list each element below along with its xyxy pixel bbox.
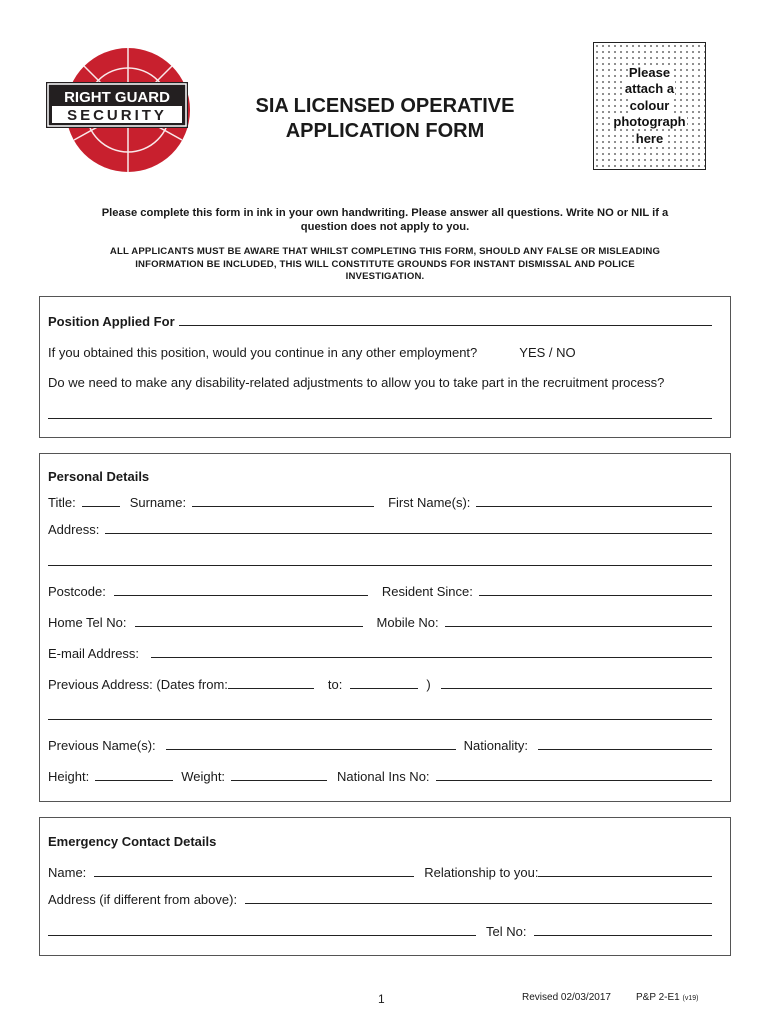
address-line2-row <box>48 554 712 566</box>
previous-names-field[interactable] <box>166 738 456 750</box>
close-paren: ) <box>426 677 431 692</box>
emergency-tel-label: Tel No: <box>486 924 527 939</box>
first-names-label: First Name(s): <box>388 495 471 510</box>
emergency-contact-section <box>39 817 731 956</box>
form-title-line1: SIA LICENSED OPERATIVE <box>255 95 515 117</box>
nationality-field[interactable] <box>538 738 712 750</box>
photo-instruction <box>612 65 686 148</box>
personal-details-heading: Personal Details <box>48 469 150 484</box>
resident-since-label: Resident Since: <box>381 584 473 599</box>
disability-row <box>48 375 724 391</box>
document-code-text: P&P 2-E1 <box>636 992 680 1003</box>
emergency-address-label: Address (if different from above): <box>48 892 238 907</box>
company-logo <box>42 40 202 174</box>
position-label: Position Applied For <box>48 314 175 329</box>
position-section <box>39 296 731 438</box>
dates-to-field[interactable] <box>350 677 418 689</box>
phone-row <box>48 615 712 631</box>
title-field[interactable] <box>82 495 120 507</box>
disability-answer-row <box>48 407 712 419</box>
emergency-tel-row <box>48 924 712 940</box>
warning-notice <box>50 246 720 284</box>
emergency-name-label: Name: <box>48 865 87 880</box>
other-employment-row <box>48 345 712 361</box>
emergency-address-row <box>48 892 712 908</box>
emergency-contact-heading: Emergency Contact Details <box>48 834 217 849</box>
relationship-field[interactable] <box>538 865 712 877</box>
previous-address-label: Previous Address: (Dates from: <box>48 677 228 692</box>
document-code <box>636 992 698 1003</box>
emergency-address-field[interactable] <box>245 892 712 904</box>
postcode-label: Postcode: <box>48 584 106 599</box>
previous-address-line2-row <box>48 708 712 720</box>
personal-heading-row <box>48 469 712 485</box>
email-label: E-mail Address: <box>48 646 140 661</box>
mobile-label: Mobile No: <box>376 615 439 630</box>
previous-address-field[interactable] <box>441 677 712 689</box>
personal-details-section <box>39 453 731 802</box>
logo-line2: SECURITY <box>67 107 167 124</box>
other-employment-question: If you obtained this position, would you continue in any other employment? <box>48 345 478 360</box>
other-employment-options[interactable]: YES / NO <box>519 345 576 360</box>
address-line2-field[interactable] <box>48 554 712 566</box>
photo-text-line: colour <box>629 97 670 113</box>
position-field[interactable] <box>179 314 712 326</box>
emergency-name-row <box>48 865 712 881</box>
previous-names-label: Previous Name(s): <box>48 738 156 753</box>
address-field[interactable] <box>105 522 712 534</box>
position-row <box>48 314 712 330</box>
instructions-line2: question does not apply to you. <box>300 221 470 233</box>
emergency-tel-field[interactable] <box>534 924 712 936</box>
dates-from-field[interactable] <box>228 677 314 689</box>
relationship-label: Relationship to you: <box>424 865 539 880</box>
address-label: Address: <box>48 522 100 537</box>
height-label: Height: <box>48 769 90 784</box>
physical-row <box>48 769 712 785</box>
logo-graphic <box>42 40 202 174</box>
photo-text-line: attach a <box>624 81 675 97</box>
mobile-field[interactable] <box>445 615 712 627</box>
national-ins-field[interactable] <box>436 769 712 781</box>
resident-since-field[interactable] <box>479 584 712 596</box>
form-title <box>215 94 555 144</box>
height-field[interactable] <box>95 769 173 781</box>
photo-text-line: here <box>635 130 664 146</box>
photo-text-line: photograph <box>613 114 686 130</box>
postcode-row <box>48 584 712 600</box>
photo-text-line: Please <box>628 64 671 80</box>
previous-address-line2-field[interactable] <box>48 708 712 720</box>
to-label: to: <box>327 677 343 692</box>
photo-attachment-box <box>593 42 706 170</box>
warning-line3: INVESTIGATION. <box>345 271 425 283</box>
national-ins-label: National Ins No: <box>337 769 430 784</box>
email-row <box>48 646 712 662</box>
first-names-field[interactable] <box>476 495 712 507</box>
previous-names-row <box>48 738 712 754</box>
email-field[interactable] <box>151 646 712 658</box>
postcode-field[interactable] <box>114 584 368 596</box>
home-tel-label: Home Tel No: <box>48 615 127 630</box>
revision-date: Revised 02/03/2017 <box>522 992 611 1003</box>
warning-line1: ALL APPLICANTS MUST BE AWARE THAT WHILST COMPLETING THIS FORM, SHOULD ANY FALSE OR MISLEADING <box>109 246 661 257</box>
home-tel-field[interactable] <box>135 615 363 627</box>
title-label: Title: <box>48 495 76 510</box>
page-number: 1 <box>378 992 385 1006</box>
address-row <box>48 522 712 538</box>
previous-address-row <box>48 677 712 693</box>
surname-field[interactable] <box>192 495 374 507</box>
document-version: (v19) <box>682 995 699 1002</box>
logo-line1: RIGHT GUARD <box>64 89 170 106</box>
instructions <box>50 206 720 234</box>
form-title-line2: APPLICATION FORM <box>285 120 485 142</box>
disability-answer-field[interactable] <box>48 407 712 419</box>
surname-label: Surname: <box>129 495 187 510</box>
weight-field[interactable] <box>231 769 327 781</box>
instructions-line1: Please complete this form in ink in your own handwriting. Please answer all questions. Write NO or NIL if a <box>101 207 669 219</box>
disability-question: Do we need to make any disability-related adjustments to allow you to take part in the recruitment process? <box>48 375 665 390</box>
weight-label: Weight: <box>181 769 226 784</box>
name-row <box>48 495 712 511</box>
emergency-name-field[interactable] <box>94 865 414 877</box>
emergency-heading-row <box>48 834 712 850</box>
nationality-label: Nationality: <box>463 738 528 753</box>
warning-line2: INFORMATION BE INCLUDED, THIS WILL CONSTITUTE GROUNDS FOR INSTANT DISMISSAL AND POLICE <box>135 258 635 270</box>
emergency-address-line2-field[interactable] <box>48 924 476 936</box>
